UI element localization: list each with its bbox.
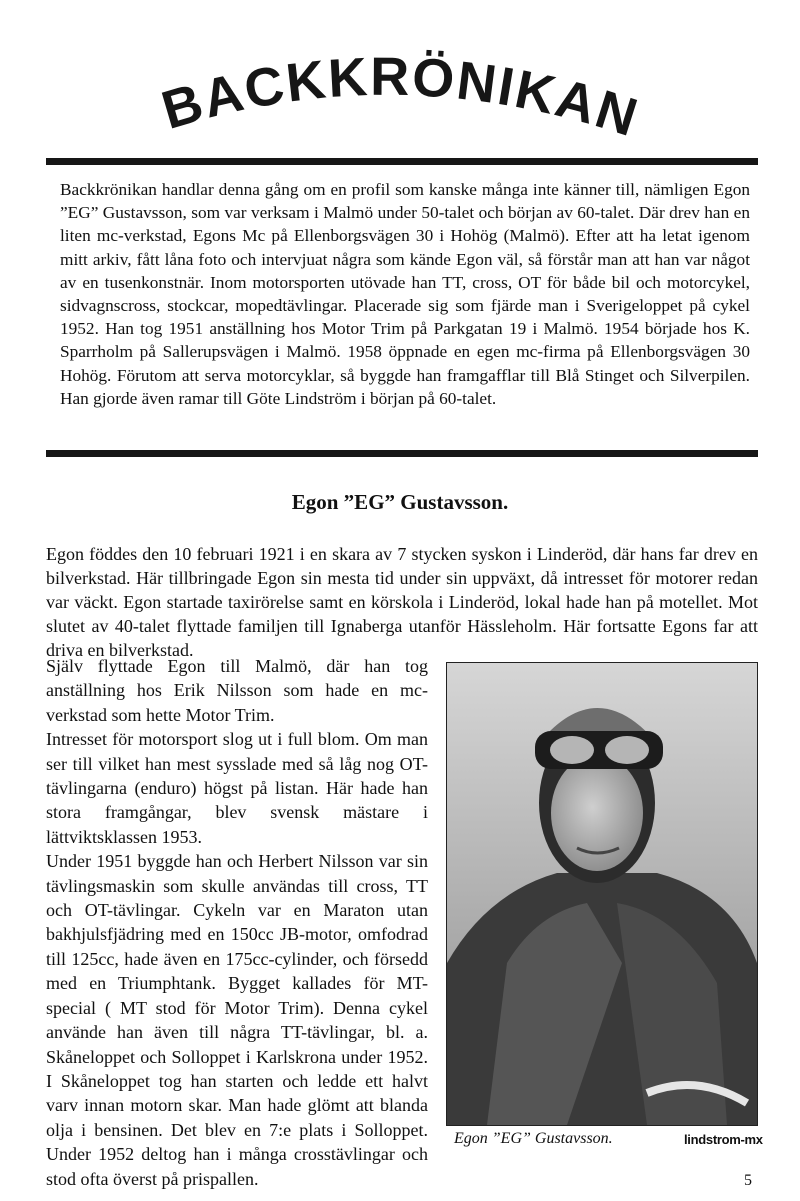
top-rule — [46, 158, 758, 165]
column-paragraph: Under 1951 byggde han och Herbert Nilsson var sin tävlingsmaskin som skulle användas till cross, TT och OT-tävlingar. Cykeln var en Maraton utan bakhjulsfjädring med en 150cc JB-motor, omfodrad till 125cc, hade även en 175cc-cylinder, och försedd med en Triumphtank. Bygget kallades för MT-special ( MT stod för Motor Trim). Denna cykel använde han även till några TT-tävlingar, bl. a. Skåneloppet och Solloppet i Karlskrona under 1952. I Skåneloppet tog han starten och ledde ett halvt varv innan motorn skar. Man hade glömt att blanda olja i bensinen. Det blev en 7:e plats i Solloppet. Under 1952 deltog han i många crosstävlingar och stod ofta överst på prispallen. — [46, 851, 428, 1189]
portrait-photo — [446, 662, 758, 1126]
masthead-title — [0, 40, 800, 150]
lead-paragraph: Egon föddes den 10 februari 1921 i en skara av 7 stycken syskon i Linderöd, där hans far drev en bilverkstad. Här tillbringade Egon sin mesta tid under sin uppväxt, då intresset för motorer redan var väckt. Egon startade taxirörelse samt en körskola i Linderöd, lokal hade han på motellet. Mot slutet av 40-talet flyttade familjen till Ignaberga utanför Hässleholm. Här fortsatte Egons far att driva en bilverkstad. — [46, 544, 758, 660]
article-column — [46, 654, 428, 1191]
masthead-title-text: BACKKRÖNIKAN — [155, 46, 646, 149]
column-paragraph: Intresset för motorsport slog ut i full blom. Om man ser till vilket han mest sysslade med så låg nog OT-tävlingarna (enduro) högst på listan. Här hade han stora framgångar, blev svensk mästare i lättviktsklassen 1953. — [46, 729, 428, 847]
column-paragraph: Själv flyttade Egon till Malmö, där han tog anställning hos Erik Nilsson som hade en mc-verkstad som hette Motor Trim. — [46, 656, 428, 725]
page-number: 5 — [744, 1172, 752, 1189]
intro-paragraph: Backkrönikan handlar denna gång om en profil som kanske många inte känner till, nämligen Egon ”EG” Gustavsson, som var verksam i Malmö under 50-talet och början av 60-talet. Där drev han en liten mc-verkstad, Egons Mc på Ellenborgsvägen 30 i Hohög (Malmö). Efter att ha letat igenom mitt arkiv, fått låna foto och intervjuat några som kände Egon väl, så förstår man att han var något av en tusenkonstnär. Inom motorsporten utövade han TT, cross, OT för både bil och motorcykel, sidvagnscross, stockcar, mopedtävlingar. Placerade sig som fjärde man i Sverigeloppet på cykel 1952. Han tog 1951 anställning hos Motor Trim på Parkgatan 19 i Malmö. 1954 började hos K. Sparrholm på Sallerupsvägen i Malmö. 1958 öppnade en egen mc-firma på Ellenborgsvägen 30 Hohög. Förutom att serva motorcyklar, så byggde han framgafflar till Blå Stinget och Silverpilen. Han gjorde även ramar till Göte Lindström i början på 60-talet. — [60, 180, 750, 408]
masthead — [0, 40, 800, 150]
bottom-rule — [46, 450, 758, 457]
article-heading: Egon ”EG” Gustavsson. — [291, 490, 509, 514]
portrait-illustration — [447, 663, 757, 1125]
svg-text:BACKKRÖNIKAN — [155, 47, 646, 149]
photo-credit: lindstrom-mx — [684, 1132, 763, 1147]
photo-caption: Egon ”EG” Gustavsson. — [454, 1130, 613, 1147]
